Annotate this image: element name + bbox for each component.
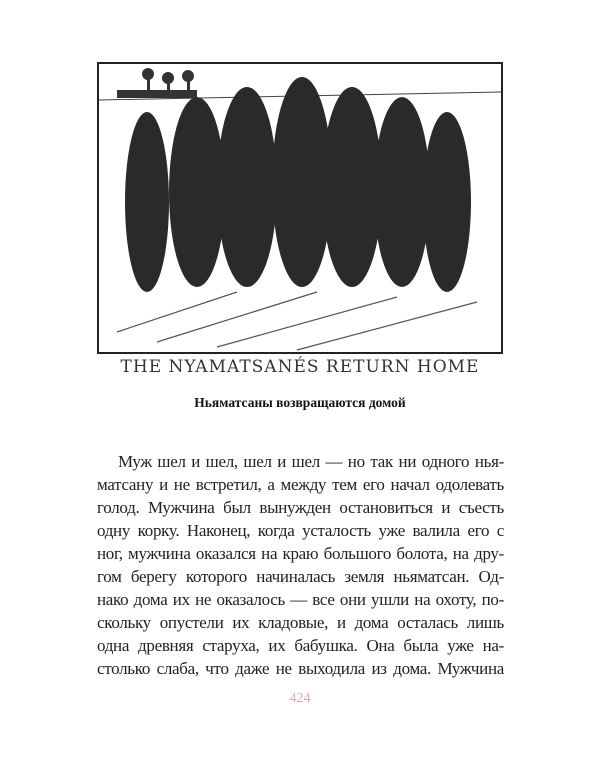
- page-number: 424: [289, 691, 311, 706]
- text-line: одна древняя старуха, их бабушка. Она была уже на-: [97, 636, 504, 655]
- text-line: гом берегу которого начиналась земля ньяматсан. Од-: [97, 567, 504, 586]
- illustration-nyamatsanes: [97, 62, 503, 354]
- text-line: столько слаба, что даже не выходила из дома. Мужчина: [97, 659, 504, 678]
- text-line: матсану и не встретил, а между тем его начал одолевать: [97, 475, 504, 494]
- text-line: скольку опустели их кладовые, и дома осталась лишь: [97, 613, 504, 632]
- text-line: нако дома их не оказалось — все они ушли на охоту, по-: [97, 590, 504, 609]
- illustration-title: THE NYAMATSANÉS RETURN HOME: [120, 357, 480, 377]
- caption: Ньяматсаны возвращаются домой: [194, 395, 406, 410]
- text-line: одну корку. Наконец, когда усталость уже валила его с: [97, 521, 504, 540]
- body-text: [97, 450, 504, 680]
- text-line: ног, мужчина оказался на краю большого болота, на дру-: [97, 544, 504, 563]
- text-line: голод. Мужчина был вынужден остановиться и съесть: [97, 498, 504, 517]
- text-line: Муж шел и шел, шел и шел — но так ни одного нья-: [118, 452, 504, 471]
